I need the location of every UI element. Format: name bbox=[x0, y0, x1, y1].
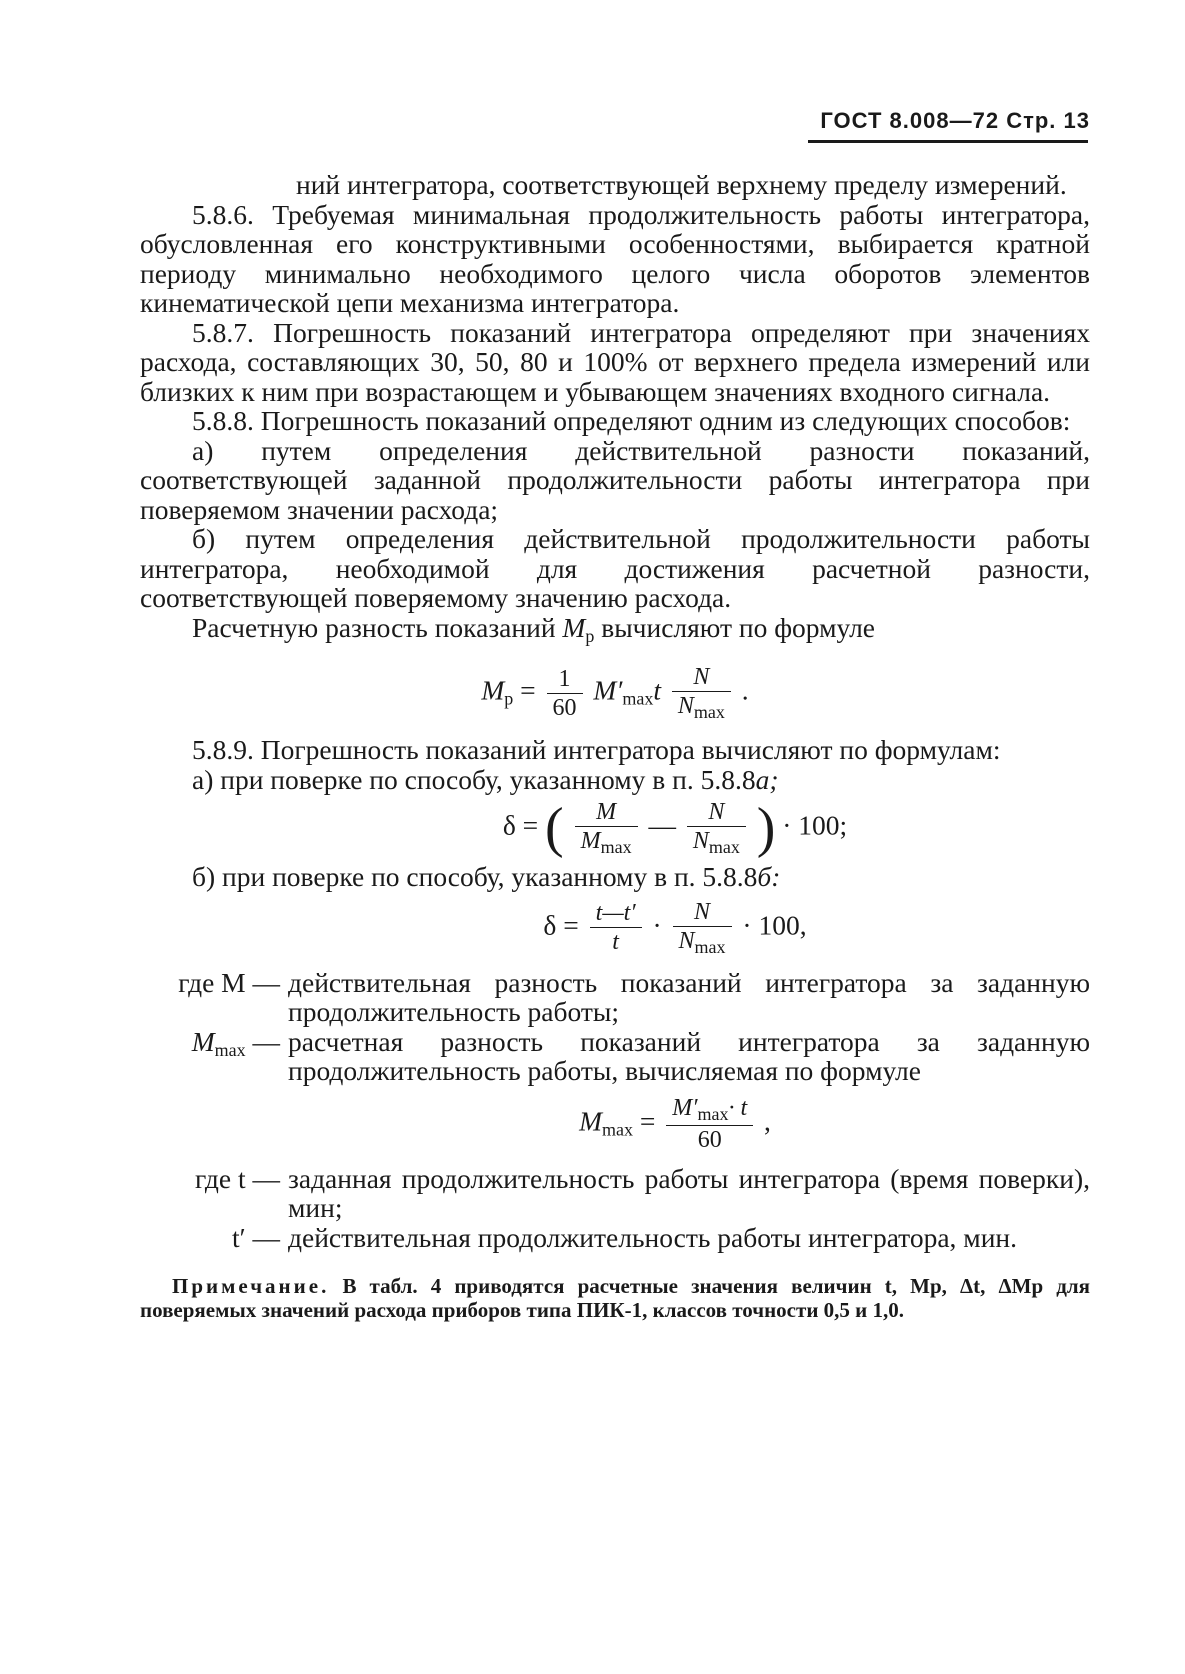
definition-t-prime bbox=[140, 1223, 1090, 1253]
f1-mid: M′ bbox=[593, 674, 623, 706]
f1-d2: N bbox=[677, 693, 694, 719]
note-label: Примечание. bbox=[172, 1274, 330, 1298]
formula-mp bbox=[140, 665, 1090, 721]
definition-t-prime-text: действительная продолжительность работы интегратора, мин. bbox=[288, 1221, 1018, 1253]
f1-d2-sub: max bbox=[693, 702, 725, 722]
f3-n1: t—t′ bbox=[595, 900, 636, 926]
f2-n1: M bbox=[596, 799, 617, 825]
paragraph-continuation: ний интегратора, соответствующей верхнему пределу измерений. bbox=[296, 169, 1067, 200]
f1-t: t bbox=[653, 674, 661, 706]
p589b-ref: б: bbox=[757, 861, 781, 892]
definition-mmax-sub: max bbox=[214, 1039, 246, 1060]
definition-mmax-text: расчетная разность показаний интегратора за заданную продолжительность работы, вычисляемая по формуле bbox=[288, 1025, 1090, 1086]
formula-mmax bbox=[260, 1096, 1090, 1152]
f4-lhs: M bbox=[579, 1104, 602, 1136]
f2-lparen: ( bbox=[545, 797, 564, 859]
f1-lhs: M bbox=[481, 674, 505, 706]
definitions-2 bbox=[140, 1164, 1090, 1253]
definition-mmax-dash: — bbox=[245, 1025, 280, 1057]
f4-end: , bbox=[764, 1104, 771, 1136]
paragraph-5-8-7: 5.8.7. Погрешность показаний интегратора определяют при значениях расхода, составляющих 30, 50, 80 и 100% от верхнего предела измерений или близких к ним при возрастающем и убывающем значениях входного сигнала. bbox=[140, 316, 1090, 407]
f4-frac bbox=[666, 1096, 753, 1152]
definition-mmax bbox=[140, 1027, 1090, 1086]
paragraph-calc-intro bbox=[140, 613, 1090, 652]
f1-eq: = bbox=[520, 674, 536, 706]
f1-lhs-sub: р bbox=[504, 688, 514, 709]
page-header: ГОСТ 8.008—72 Стр. 13 bbox=[820, 108, 1090, 133]
f3-n2: N bbox=[694, 898, 711, 925]
header-rule bbox=[808, 140, 1088, 143]
definition-mmax-term bbox=[140, 1027, 280, 1086]
calc-symbol: M bbox=[562, 611, 586, 643]
definition-t-term: где t — bbox=[195, 1162, 280, 1194]
f3-eq: = bbox=[563, 908, 579, 940]
f1-frac2 bbox=[672, 665, 731, 721]
note-text: В табл. 4 приводятся расчетные значения величин t, Mр, Δt, ΔMр для поверяемых значений расхода приборов типа ПИК-1, классов точности 0,5 и 1,0. bbox=[140, 1274, 1091, 1322]
definition-m-text: действительная разность показаний интегратора за заданную продолжительность работы; bbox=[288, 966, 1090, 1027]
f3-end: · 100, bbox=[742, 908, 807, 940]
definitions-1 bbox=[140, 968, 1090, 1086]
definition-mmax-sym: M bbox=[191, 1025, 215, 1057]
f2-frac1 bbox=[575, 800, 638, 856]
definition-m bbox=[140, 968, 1090, 1027]
f3-d2: N bbox=[678, 927, 695, 954]
definition-m-term: где M — bbox=[178, 966, 280, 998]
p589a-ref: а; bbox=[755, 763, 779, 795]
f2-d1: M bbox=[580, 828, 601, 854]
f3-d1: t bbox=[612, 929, 619, 955]
body-text bbox=[140, 170, 1090, 1322]
f2-lhs: δ bbox=[502, 809, 516, 841]
f3-lhs: δ bbox=[543, 908, 557, 940]
f3-dot: · bbox=[652, 908, 662, 940]
f1-n2: N bbox=[693, 664, 710, 690]
p589a-text: а) при поверке по способу, указанному в п. 5.8.8 bbox=[192, 763, 756, 795]
f3-d2-sub: max bbox=[694, 936, 726, 957]
f1-end: . bbox=[741, 674, 749, 706]
f2-d2: N bbox=[692, 828, 709, 854]
f1-n1: 1 bbox=[547, 667, 583, 694]
calc-symbol-sub: р bbox=[585, 625, 595, 646]
f1-frac1 bbox=[547, 667, 583, 720]
f2-eq: = bbox=[522, 809, 539, 841]
f2-end: · 100; bbox=[782, 809, 848, 841]
f4-eq: = bbox=[639, 1104, 656, 1136]
formula-delta-a bbox=[260, 797, 1090, 859]
definition-t-prime-term: t′ — bbox=[231, 1221, 280, 1253]
f3-frac1 bbox=[590, 901, 642, 954]
f4-lhs-sub: max bbox=[601, 1118, 633, 1139]
f4-d1: 60 bbox=[697, 1126, 722, 1153]
paragraph-5-8-8: 5.8.8. Погрешность показаний определяют одним из следующих способов: bbox=[192, 405, 1071, 436]
f4-n1-sub: max bbox=[697, 1103, 729, 1124]
paragraph-5-8-6: 5.8.6. Требуемая минимальная продолжительность работы интегратора, обусловленная его конструктивными особенностями, выбирается кратной периоду минимально необходимого целого числа оборотов элементов кинематической цепи механизма интегратора. bbox=[140, 198, 1090, 318]
f4-n1: M′ bbox=[672, 1094, 698, 1121]
note bbox=[140, 1274, 1090, 1322]
paragraph-5-8-8-b: б) путем определения действительной продолжительности работы интегратора, необходимой для достижения расчетной разности, соответствующей поверяемому значению расхода. bbox=[140, 523, 1090, 613]
paragraph-5-8-8-a: а) путем определения действительной разности показаний, соответствующей заданной продолжительности работы интегратора при поверяемом значении расхода; bbox=[140, 434, 1090, 525]
paragraph-5-8-9-b bbox=[140, 862, 1090, 892]
f3-frac2 bbox=[673, 900, 732, 956]
p589b-text: б) при поверке по способу, указанному в п. 5.8.8 bbox=[192, 861, 758, 892]
f2-n2: N bbox=[708, 799, 725, 825]
definition-t-text: заданная продолжительность работы интегратора (время поверки), мин; bbox=[288, 1162, 1090, 1223]
f4-n1-tail: · t bbox=[728, 1094, 748, 1121]
paragraph-5-8-9: 5.8.9. Погрешность показаний интегратора вычисляют по формулам: bbox=[192, 734, 1001, 765]
f2-frac2 bbox=[687, 800, 746, 856]
calc-lead: Расчетную разность показаний bbox=[192, 611, 556, 643]
paragraph-5-8-9-a bbox=[140, 765, 1090, 795]
calc-tail: вычисляют по формуле bbox=[601, 611, 875, 643]
f2-rparen: ) bbox=[756, 797, 776, 859]
f1-mid-sub: max bbox=[622, 688, 654, 709]
f2-d2-sub: max bbox=[708, 837, 740, 857]
definition-t bbox=[140, 1164, 1090, 1223]
formula-delta-b bbox=[260, 900, 1090, 956]
f2-d1-sub: max bbox=[600, 837, 632, 857]
f1-d1: 60 bbox=[552, 694, 577, 721]
f2-minus: — bbox=[648, 809, 676, 841]
